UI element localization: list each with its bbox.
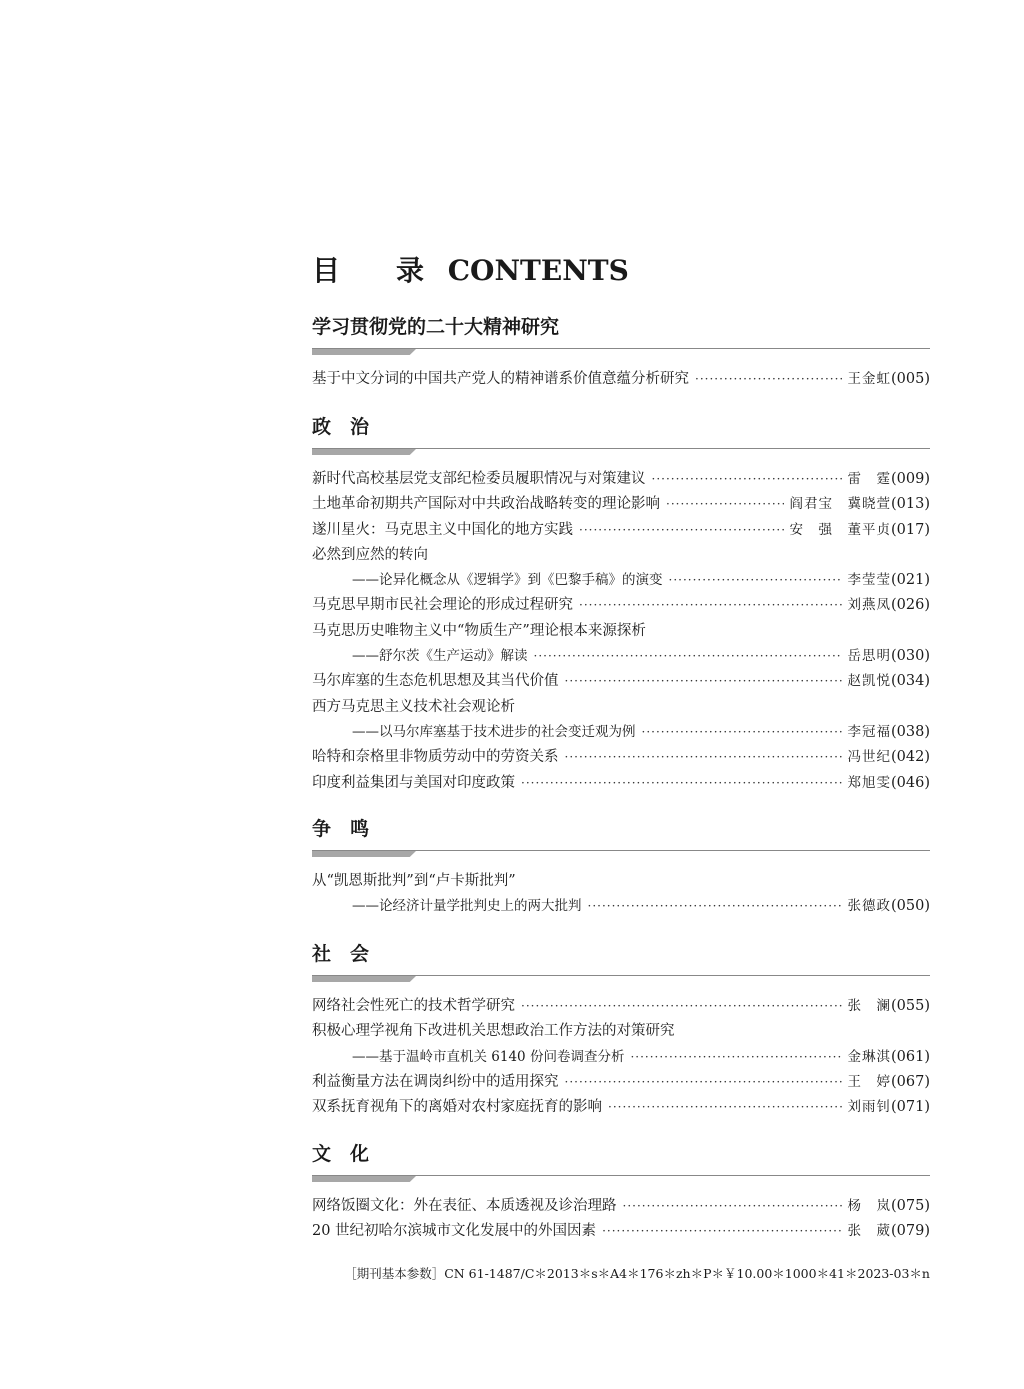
entry-author: 王金虹 xyxy=(847,371,891,387)
leader-dots xyxy=(579,518,784,543)
entry-author: 安 强 董平贞 xyxy=(789,521,891,538)
entry-author: 杨 岚 xyxy=(847,1198,891,1214)
leader-dots xyxy=(602,1219,841,1244)
toc-entry[interactable] xyxy=(312,1095,930,1120)
entry-author: 阎君宝 冀晓萱 xyxy=(789,496,891,513)
entry-author: 岳思明 xyxy=(847,648,891,665)
section-rule xyxy=(312,447,930,455)
journal-parameters: ［期刊基本参数］CN 61-1487/C＊2013＊s＊A4＊176＊zh＊P＊￥10.00＊1000＊41＊2023-03＊n xyxy=(344,1266,930,1281)
section xyxy=(312,314,930,392)
entry-page: (017) xyxy=(891,521,930,538)
entry-author: 刘燕凤 xyxy=(847,597,891,614)
entry-author: 李冠福 xyxy=(847,723,891,740)
leader-dots xyxy=(565,1070,842,1095)
toc-entry[interactable] xyxy=(312,894,930,919)
entry-author: 冯世纪 xyxy=(847,749,891,766)
section-heading: 争 鸣 xyxy=(312,818,370,840)
entry-title: 西方马克思主义技术社会观论析 xyxy=(312,698,515,715)
toc-entry[interactable] xyxy=(312,695,930,720)
entry-title: 遂川星火：马克思主义中国化的地方实践 xyxy=(312,521,573,538)
entry-page: (046) xyxy=(891,774,930,791)
leader-dots xyxy=(669,568,842,593)
entry-page: (005) xyxy=(891,371,930,387)
entry-author: 王 婷 xyxy=(847,1073,891,1090)
entry-list xyxy=(312,367,930,392)
entry-author: 郑旭雯 xyxy=(847,774,891,791)
contents-title xyxy=(312,249,629,289)
entry-title: 从“凯恩斯批判”到“卢卡斯批判” xyxy=(312,873,516,889)
entry-subtitle: ——论经济计量学批判史上的两大批判 xyxy=(352,898,582,915)
toc-entry[interactable] xyxy=(312,644,930,669)
entry-page: (050) xyxy=(891,898,930,915)
leader-dots xyxy=(630,1045,841,1070)
entry-page: (034) xyxy=(891,673,930,690)
section xyxy=(312,1141,930,1245)
toc-entry[interactable] xyxy=(312,745,930,770)
toc-entry[interactable] xyxy=(312,518,930,543)
entry-title: 必然到应然的转向 xyxy=(312,546,428,563)
entry-author: 赵凯悦 xyxy=(847,673,891,690)
entry-page: (021) xyxy=(891,572,930,589)
entry-page: (071) xyxy=(891,1099,930,1116)
entry-page: (061) xyxy=(891,1048,930,1065)
leader-dots xyxy=(588,894,842,919)
leader-dots xyxy=(521,771,842,796)
toc-entry[interactable] xyxy=(312,367,930,392)
entry-title: 双系抚育视角下的离婚对农村家庭抚育的影响 xyxy=(312,1099,602,1116)
entry-title: 马尔库塞的生态危机思想及其当代价值 xyxy=(312,673,559,690)
section xyxy=(312,414,930,796)
entry-list xyxy=(312,869,930,920)
entry-subtitle: ——舒尔茨《生产运动》解读 xyxy=(352,648,528,665)
entry-author: 雷 霆 xyxy=(847,471,891,487)
entry-title: 积极心理学视角下改进机关思想政治工作方法的对策研究 xyxy=(312,1023,675,1040)
entry-title: 利益衡量方法在调岗纠纷中的适用探究 xyxy=(312,1073,559,1090)
entry-page: (075) xyxy=(891,1198,930,1214)
toc-entry[interactable] xyxy=(312,1045,930,1070)
entry-list xyxy=(312,1194,930,1245)
entry-author: 张 澜 xyxy=(847,998,891,1014)
toc-entry[interactable] xyxy=(312,669,930,694)
leader-dots xyxy=(608,1095,842,1120)
entry-page: (009) xyxy=(891,471,930,487)
entry-page: (038) xyxy=(891,723,930,740)
entry-page: (042) xyxy=(891,749,930,766)
entry-page: (055) xyxy=(891,998,930,1014)
entry-author: 李莹莹 xyxy=(847,572,891,589)
entry-page: (067) xyxy=(891,1073,930,1090)
entry-title: 新时代高校基层党支部纪检委员履职情况与对策建议 xyxy=(312,471,646,487)
entry-author: 金琳淇 xyxy=(847,1048,891,1065)
entry-title: 20 世纪初哈尔滨城市文化发展中的外国因素 xyxy=(312,1223,597,1240)
entry-author: 张 葳 xyxy=(847,1223,891,1240)
entry-title: 基于中文分词的中国共产党人的精神谱系价值意蕴分析研究 xyxy=(312,371,689,387)
leader-dots xyxy=(565,745,842,770)
entry-title: 马克思历史唯物主义中“物质生产”理论根本来源探析 xyxy=(312,622,646,639)
toc-entry[interactable] xyxy=(312,994,930,1019)
section-heading: 学习贯彻党的二十大精神研究 xyxy=(312,316,560,338)
entry-title: 哈特和奈格里非物质劳动中的劳资关系 xyxy=(312,749,559,766)
section-rule xyxy=(312,849,930,857)
leader-dots xyxy=(695,367,842,392)
toc-entry[interactable] xyxy=(312,1194,930,1219)
leader-dots xyxy=(623,1194,842,1219)
leader-dots xyxy=(652,467,842,492)
entry-page: (013) xyxy=(891,496,930,513)
toc-entry[interactable] xyxy=(312,543,930,568)
entry-title: 土地革命初期共产国际对中共政治战略转变的理论影响 xyxy=(312,496,660,513)
entry-subtitle: ——基于温岭市直机关 6140 份问卷调查分析 xyxy=(352,1048,625,1065)
section-heading: 政 治 xyxy=(312,416,370,438)
entry-subtitle: ——以马尔库塞基于技术进步的社会变迁观为例 xyxy=(352,723,636,740)
toc-entry[interactable] xyxy=(312,720,930,745)
section xyxy=(312,941,930,1120)
leader-dots xyxy=(642,720,842,745)
entry-page: (079) xyxy=(891,1223,930,1240)
toc-entry[interactable] xyxy=(312,1070,930,1095)
leader-dots xyxy=(666,492,784,517)
toc-entry[interactable] xyxy=(312,593,930,618)
entry-list xyxy=(312,994,930,1120)
section-rule xyxy=(312,347,930,355)
section xyxy=(312,816,930,920)
toc-entry[interactable] xyxy=(312,771,930,796)
entry-title: 网络饭圈文化：外在表征、本质透视及诊治理路 xyxy=(312,1198,617,1214)
entry-author: 张德政 xyxy=(847,898,891,915)
contents-title-cn: 目 录 xyxy=(312,254,439,287)
section-heading: 社 会 xyxy=(312,943,370,965)
leader-dots xyxy=(579,593,842,618)
toc-entry[interactable] xyxy=(312,1019,930,1044)
section-rule xyxy=(312,974,930,982)
section-rule xyxy=(312,1174,930,1182)
entry-page: (026) xyxy=(891,597,930,614)
toc-entry[interactable] xyxy=(312,568,930,593)
entry-title: 印度利益集团与美国对印度政策 xyxy=(312,774,515,791)
leader-dots xyxy=(534,644,842,669)
entry-title: 网络社会性死亡的技术哲学研究 xyxy=(312,998,515,1014)
contents-title-en: CONTENTS xyxy=(447,254,629,287)
toc-entry[interactable] xyxy=(312,467,930,492)
toc-entry[interactable] xyxy=(312,869,930,894)
entry-subtitle: ——论异化概念从《逻辑学》到《巴黎手稿》的演变 xyxy=(352,572,663,589)
section-heading: 文 化 xyxy=(312,1143,370,1165)
toc-entry[interactable] xyxy=(312,492,930,517)
entry-title: 马克思早期市民社会理论的形成过程研究 xyxy=(312,597,573,614)
leader-dots xyxy=(521,994,842,1019)
entry-list xyxy=(312,467,930,796)
toc-entry[interactable] xyxy=(312,1219,930,1244)
toc-entry[interactable] xyxy=(312,619,930,644)
leader-dots xyxy=(565,669,842,694)
entry-page: (030) xyxy=(891,648,930,665)
entry-author: 刘雨钊 xyxy=(847,1099,891,1116)
